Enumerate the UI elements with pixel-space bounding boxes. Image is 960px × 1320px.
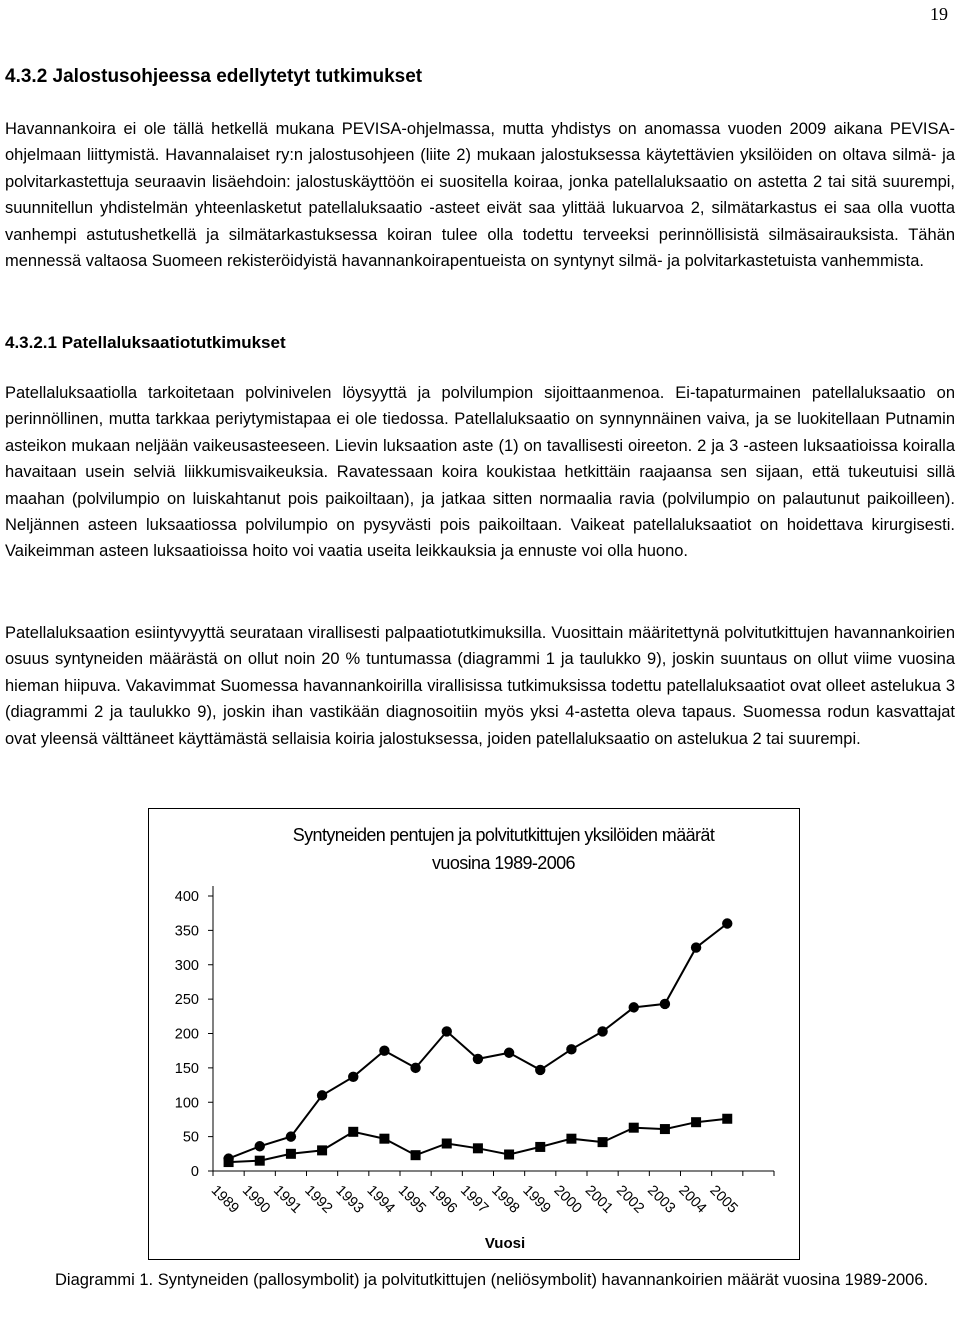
x-tick-label: 1993 [332, 1182, 367, 1217]
y-tick-label: 0 [190, 1164, 199, 1180]
examined-data-point [411, 1150, 421, 1160]
examined-data-point [317, 1145, 327, 1155]
x-tick-label: 2005 [706, 1182, 741, 1217]
x-tick-label: 1989 [207, 1182, 242, 1217]
section-heading: 4.3.2 Jalostusohjeessa edellytetyt tutkimukset [5, 66, 423, 87]
chart-title-line-2: vuosina 1989-2006 [432, 853, 575, 873]
born-data-point [566, 1044, 576, 1054]
born-data-point [660, 999, 670, 1009]
paragraph-patella-prevalence: Patellaluksaation esiintyvyyttä seurataan virallisesti palpaatiotutkimuksilla. Vuosittain määritettynä polvitutkittujen havannankoirien osuus syntyneiden määrästä on ollut noin 20 % tuntumassa (diagrammi 1 ja taulukko 9), joskin suuntaus on ollut viime vuosina hieman hiipuva. Vakavimmat Suomessa havannankoirilla virallisissa tutkimuksissa todettu patellaluksaatiot ovat olleet astelukua 3 (diagrammi 2 ja taulukko 9), joskin ihan vastikään diagnosoitiin myös yksi 4-astetta oleva tapaus. Suomessa rodun kasvattajat ovat yleensä välttäneet käyttämästä sellaisia koiria jalostuksessa, joiden patellaluksaatio on astelukua 2 tai suurempi. [5, 624, 955, 748]
x-tick-label: 1992 [301, 1182, 336, 1217]
examined-data-point [473, 1143, 483, 1153]
paragraph-pevisa: Havannankoira ei ole tällä hetkellä mukana PEVISA-ohjelmassa, mutta yhdistys on anomassa vuoden 2009 aikana PEVISA-ohjelmaan liittymistä. Havannalaiset ry:n jalostusohjeen (liite 2) mukaan jalostuksessa käytettävien yksilöiden on oltava silmä- ja polvitarkastettuja seuraavin lisäehdoin: jalostuskäyttöön ei suositella koiraa, jonka patellaluksaatio on astetta 2 tai sitä suurempi, suunnitellun yhdistelmän yhteenlasketut patellaluksaatio -asteet eivät saa ylittää lukuarvoa 2, silmätarkastus ei saa olla vuotta vanhempi astutushetkellä ja silmätarkastuksessa koiran tulee olla todettu terveeksi perinnöllisistä silmäsairauksista. Tähän mennessä valtaosa Suomeen rekisteröidyistä havannankoirapentueista on syntynyt silmä- ja polvitarkastetuista vanhemmista. [5, 120, 955, 271]
examined-data-point [224, 1157, 234, 1167]
born-data-point [504, 1048, 514, 1058]
x-tick-label: 1999 [519, 1182, 554, 1217]
x-tick-label: 2003 [644, 1182, 679, 1217]
y-tick-label: 150 [174, 1060, 199, 1077]
x-tick-label: 1996 [425, 1182, 461, 1217]
x-tick-label: 1995 [394, 1182, 429, 1217]
examined-data-point [629, 1123, 639, 1133]
y-tick-label: 300 [174, 957, 199, 974]
born-data-point [691, 942, 701, 952]
born-data-point [255, 1141, 265, 1151]
y-tick-label: 250 [174, 992, 199, 1009]
x-tick-label: 1990 [238, 1182, 274, 1217]
born-data-point [442, 1026, 452, 1036]
subsection-heading: 4.3.2.1 Patellaluksaatiotutkimukset [5, 333, 286, 352]
line-chart [149, 809, 799, 1259]
examined-data-point [535, 1142, 545, 1152]
born-data-point [379, 1045, 389, 1055]
examined-data-point [566, 1134, 576, 1144]
examined-data-point [598, 1137, 608, 1147]
born-data-point [348, 1072, 358, 1082]
examined-data-point [660, 1124, 670, 1134]
examined-data-point [255, 1156, 265, 1166]
x-axis-title: Vuosi [484, 1235, 526, 1252]
y-tick-label: 400 [174, 889, 199, 905]
examined-data-point [691, 1117, 701, 1127]
x-tick-label: 1998 [488, 1182, 523, 1217]
paragraph-patella-definition: Patellaluksaatiolla tarkoitetaan polvinivelen löysyyttä ja polvilumpion sijoittaanmenoa. Ei-tapaturmainen patellaluksaatio on perinnöllinen, mutta tarkkaa periytymistapaa ei ole tiedossa. Patellaluksaatio on synnynnäinen vaiva, ja se luokitellaan Putnamin asteikon mukaan neljään vaikeusasteeseen. Lievin luksaation aste (1) on tavallisesti oireeton. 2 ja 3 -asteen luksaatioissa koiralla havaitaan usein selviä liikkumisvaikeuksia. Ravatessaan koira koukistaa hetkittäin raajaansa sen sijaan, että tukeutuisi sillä maahan (polvilumpio on luiskahtanut pois paikoiltaan), ja jatkaa sitten normaalia ravia (polvilumpio on palautunut paikoilleen). Neljännen asteen luksaatiossa polvilumpio on pysyvästi pois paikoiltaan. Vaikeat patellaluksaatiot on hoidettava kirurgisesti. Vaikeimman asteen luksaatioissa hoito voi vaatia useita leikkauksia ja ennuste voi olla huono. [5, 384, 955, 561]
y-tick-label: 200 [174, 1026, 199, 1043]
x-tick-label: 1997 [457, 1182, 492, 1217]
x-tick-label: 2000 [550, 1182, 585, 1217]
born-data-point [629, 1002, 639, 1012]
figure-caption: Diagrammi 1. Syntyneiden (pallosymbolit) ja polvitutkittujen (neliösymbolit) havannankoirien määrät vuosina 1989-2006. [55, 1271, 929, 1289]
examined-data-point [348, 1127, 358, 1137]
examined-data-point [722, 1114, 732, 1124]
examined-data-point [442, 1139, 452, 1149]
y-tick-label: 100 [174, 1095, 199, 1112]
y-tick-label: 50 [182, 1129, 199, 1146]
y-tick-label: 350 [174, 923, 199, 940]
x-tick-label: 2001 [581, 1182, 616, 1217]
born-data-point [597, 1026, 607, 1036]
x-tick-label: 2002 [612, 1182, 648, 1217]
born-data-point [286, 1131, 296, 1141]
chart-title-line-1: Syntyneiden pentujen ja polvitutkittujen yksilöiden määrät [292, 825, 715, 845]
born-data-point [535, 1065, 545, 1075]
x-tick-label: 2004 [675, 1182, 710, 1217]
examined-data-point [286, 1149, 296, 1159]
born-data-point [473, 1054, 483, 1064]
born-series-line [229, 924, 728, 1159]
born-data-point [410, 1063, 420, 1073]
page-number: 19 [930, 4, 948, 24]
examined-data-point [379, 1134, 389, 1144]
examined-data-point [504, 1150, 514, 1160]
x-tick-label: 1994 [363, 1182, 398, 1217]
x-tick-label: 1991 [270, 1182, 305, 1217]
chart-frame [148, 808, 800, 1260]
born-data-point [722, 918, 732, 928]
examined-series-line [229, 1119, 728, 1162]
born-data-point [317, 1090, 327, 1100]
